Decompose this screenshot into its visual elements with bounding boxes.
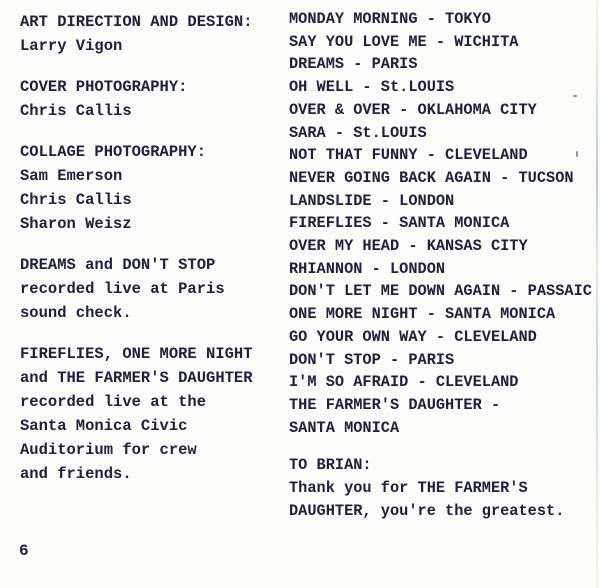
credit-line: Chris Callis bbox=[20, 102, 132, 120]
setlist-line: SARA - St.LOUIS bbox=[289, 123, 427, 142]
setlist-line: NEVER GOING BACK AGAIN - TUCSON bbox=[289, 168, 574, 187]
credit-line: COLLAGE PHOTOGRAPHY: bbox=[20, 143, 207, 161]
setlist-line: MONDAY MORNING - TOKYO bbox=[289, 10, 491, 28]
credit-block-collage-photography bbox=[20, 140, 282, 236]
credit-block-cover-photography bbox=[20, 75, 282, 123]
setlist-column bbox=[289, 8, 599, 522]
credit-line: recorded live at the bbox=[20, 393, 207, 411]
setlist-line: DREAMS - PARIS bbox=[289, 55, 418, 74]
dedication-line: Thank you for THE FARMER'S bbox=[289, 479, 528, 498]
credit-line: ART DIRECTION AND DESIGN: bbox=[20, 13, 253, 31]
page-edge-shadow bbox=[596, 0, 598, 588]
credits-column bbox=[20, 10, 282, 503]
setlist-line: OH WELL - St.LOUIS bbox=[289, 78, 455, 97]
setlist-line: THE FARMER'S DAUGHTER - bbox=[289, 395, 501, 414]
scan-speck bbox=[576, 151, 578, 157]
setlist-line: DON'T LET ME DOWN AGAIN - PASSAIC bbox=[289, 282, 592, 301]
credit-block-paris-note bbox=[20, 253, 282, 325]
setlist-line: SAY YOU LOVE ME - WICHITA bbox=[289, 32, 519, 51]
setlist-line: RHIANNON - LONDON bbox=[289, 259, 446, 278]
setlist-line: I'M SO AFRAID - CLEVELAND bbox=[289, 373, 519, 392]
credit-block-santa-monica-note bbox=[20, 342, 282, 486]
setlist-line: NOT THAT FUNNY - CLEVELAND bbox=[289, 146, 528, 165]
credit-line: Chris Callis bbox=[20, 191, 132, 209]
dedication-block bbox=[289, 454, 599, 522]
credit-line: Santa Monica Civic bbox=[20, 417, 188, 435]
credit-line: COVER PHOTOGRAPHY: bbox=[20, 78, 188, 96]
credit-line: FIREFLIES, ONE MORE NIGHT bbox=[20, 345, 253, 363]
setlist-line: GO YOUR OWN WAY - CLEVELAND bbox=[289, 327, 537, 346]
dedication-line: TO BRIAN: bbox=[289, 456, 372, 475]
setlist-line: SANTA MONICA bbox=[289, 418, 400, 437]
setlist-line: ONE MORE NIGHT - SANTA MONICA bbox=[289, 305, 556, 324]
credit-line: and friends. bbox=[20, 465, 132, 483]
credit-line: and THE FARMER'S DAUGHTER bbox=[20, 369, 253, 387]
setlist-line: OVER MY HEAD - KANSAS CITY bbox=[289, 237, 528, 256]
setlist-line: OVER & OVER - OKLAHOMA CITY bbox=[289, 100, 537, 119]
credit-block-art-direction bbox=[20, 10, 282, 58]
credit-line: DREAMS and DON'T STOP bbox=[20, 256, 216, 274]
dedication-line: DAUGHTER, you're the greatest. bbox=[289, 501, 565, 520]
scan-speck bbox=[573, 95, 577, 97]
setlist-line: LANDSLIDE - LONDON bbox=[289, 191, 455, 210]
credit-line: sound check. bbox=[20, 304, 132, 322]
setlist-line: FIREFLIES - SANTA MONICA bbox=[289, 214, 510, 233]
page-number: 6 bbox=[19, 542, 29, 560]
credit-line: Sam Emerson bbox=[20, 167, 123, 185]
setlist-line: DON'T STOP - PARIS bbox=[289, 350, 455, 369]
credit-line: Larry Vigon bbox=[20, 37, 123, 55]
credit-line: recorded live at Paris bbox=[20, 280, 225, 298]
credit-line: Sharon Weisz bbox=[20, 215, 132, 233]
credit-line: Auditorium for crew bbox=[20, 441, 197, 459]
